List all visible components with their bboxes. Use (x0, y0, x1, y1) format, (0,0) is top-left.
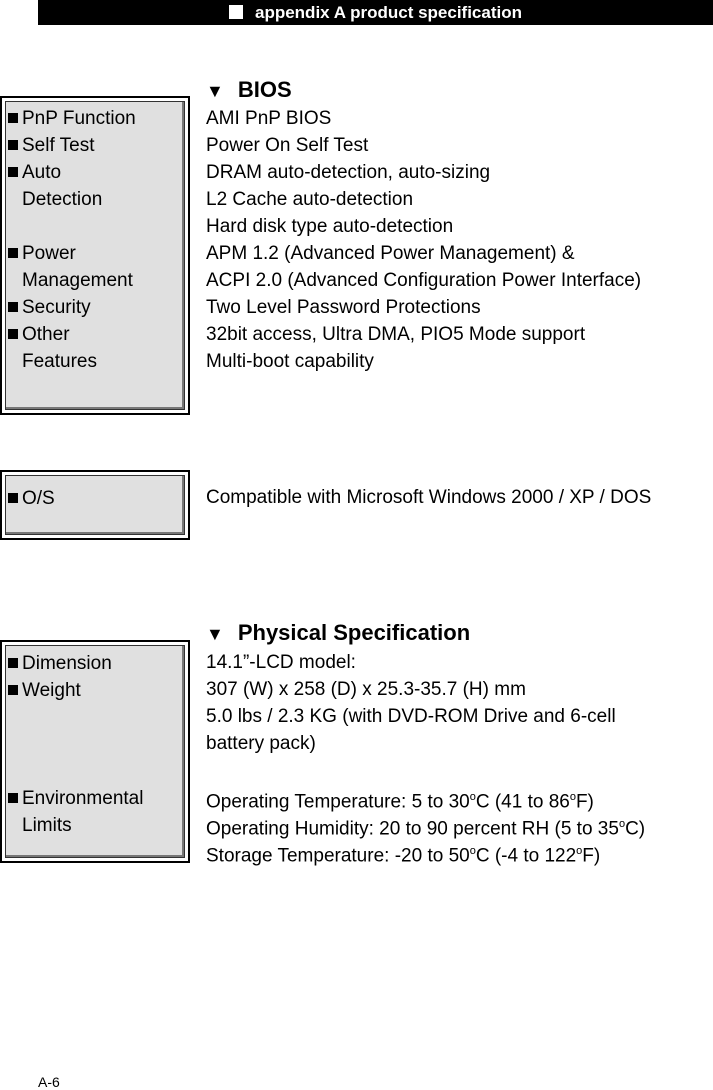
label-pnp-function: PnP Function (22, 105, 136, 132)
bios-section-title (206, 77, 292, 104)
label-self-test: Self Test (22, 132, 95, 159)
label-os: O/S (22, 485, 55, 512)
label-auto: Auto (22, 159, 61, 186)
bullet-icon (8, 248, 18, 258)
square-icon (229, 5, 243, 19)
storage-temperature: Storage Temperature: -20 to 50$^o$C (-4 to 122$^o$F) (206, 845, 601, 867)
label-limits: Limits (22, 815, 72, 836)
bios-line: Power On Self Test (206, 135, 369, 156)
bullet-icon (8, 658, 18, 668)
bullet-icon (8, 329, 18, 339)
bios-line: AMI PnP BIOS (206, 108, 332, 129)
bios-line: ACPI 2.0 (Advanced Configuration Power Interface) (206, 270, 642, 291)
physical-line: 5.0 lbs / 2.3 KG (with DVD-ROM Drive and 6-cell (206, 706, 616, 727)
physical-line: 14.1”-LCD model: (206, 652, 356, 673)
label-other: Other (22, 321, 70, 348)
label-weight: Weight (22, 677, 81, 704)
label-detection: Detection (22, 189, 103, 210)
header-bar (38, 0, 713, 25)
bios-line: Two Level Password Protections (206, 297, 481, 318)
header-title: appendix A product specification (255, 3, 522, 22)
bios-line: 32bit access, Ultra DMA, PIO5 Mode support (206, 324, 586, 345)
triangle-down-icon: ▼ (206, 81, 224, 101)
bios-line: DRAM auto-detection, auto-sizing (206, 162, 491, 183)
label-security: Security (22, 294, 91, 321)
label-features: Features (22, 351, 97, 372)
bios-line: L2 Cache auto-detection (206, 189, 414, 210)
os-line: Compatible with Microsoft Windows 2000 / XP / DOS (206, 487, 652, 508)
triangle-down-icon: ▼ (206, 624, 224, 644)
operating-temperature: Operating Temperature: 5 to 30$^o$C (41 to 86$^o$F) (206, 791, 594, 813)
label-environmental: Environmental (22, 785, 143, 812)
bullet-icon (8, 493, 18, 503)
os-label-box (0, 470, 190, 540)
bullet-icon (8, 167, 18, 177)
bullet-icon (8, 302, 18, 312)
physical-title-text: Physical Specification (237, 620, 471, 645)
bullet-icon (8, 140, 18, 150)
bios-title-text: BIOS (237, 77, 292, 102)
bios-line: Hard disk type auto-detection (206, 216, 454, 237)
bullet-icon (8, 793, 18, 803)
bullet-icon (8, 113, 18, 123)
bios-line: APM 1.2 (Advanced Power Management) & (206, 243, 575, 264)
bios-label-box (0, 96, 190, 415)
page-number: A-6 (38, 1074, 60, 1090)
label-power: Power (22, 240, 76, 267)
label-management: Management (22, 270, 133, 291)
physical-section-title (206, 620, 470, 647)
operating-humidity: Operating Humidity: 20 to 90 percent RH (5 to 35$^o$C) (206, 818, 646, 840)
bullet-icon (8, 685, 18, 695)
physical-line: 307 (W) x 258 (D) x 25.3-35.7 (H) mm (206, 679, 526, 700)
physical-line: battery pack) (206, 733, 316, 754)
label-dimension: Dimension (22, 650, 112, 677)
physical-label-box (0, 640, 190, 863)
bios-line: Multi-boot capability (206, 351, 374, 372)
